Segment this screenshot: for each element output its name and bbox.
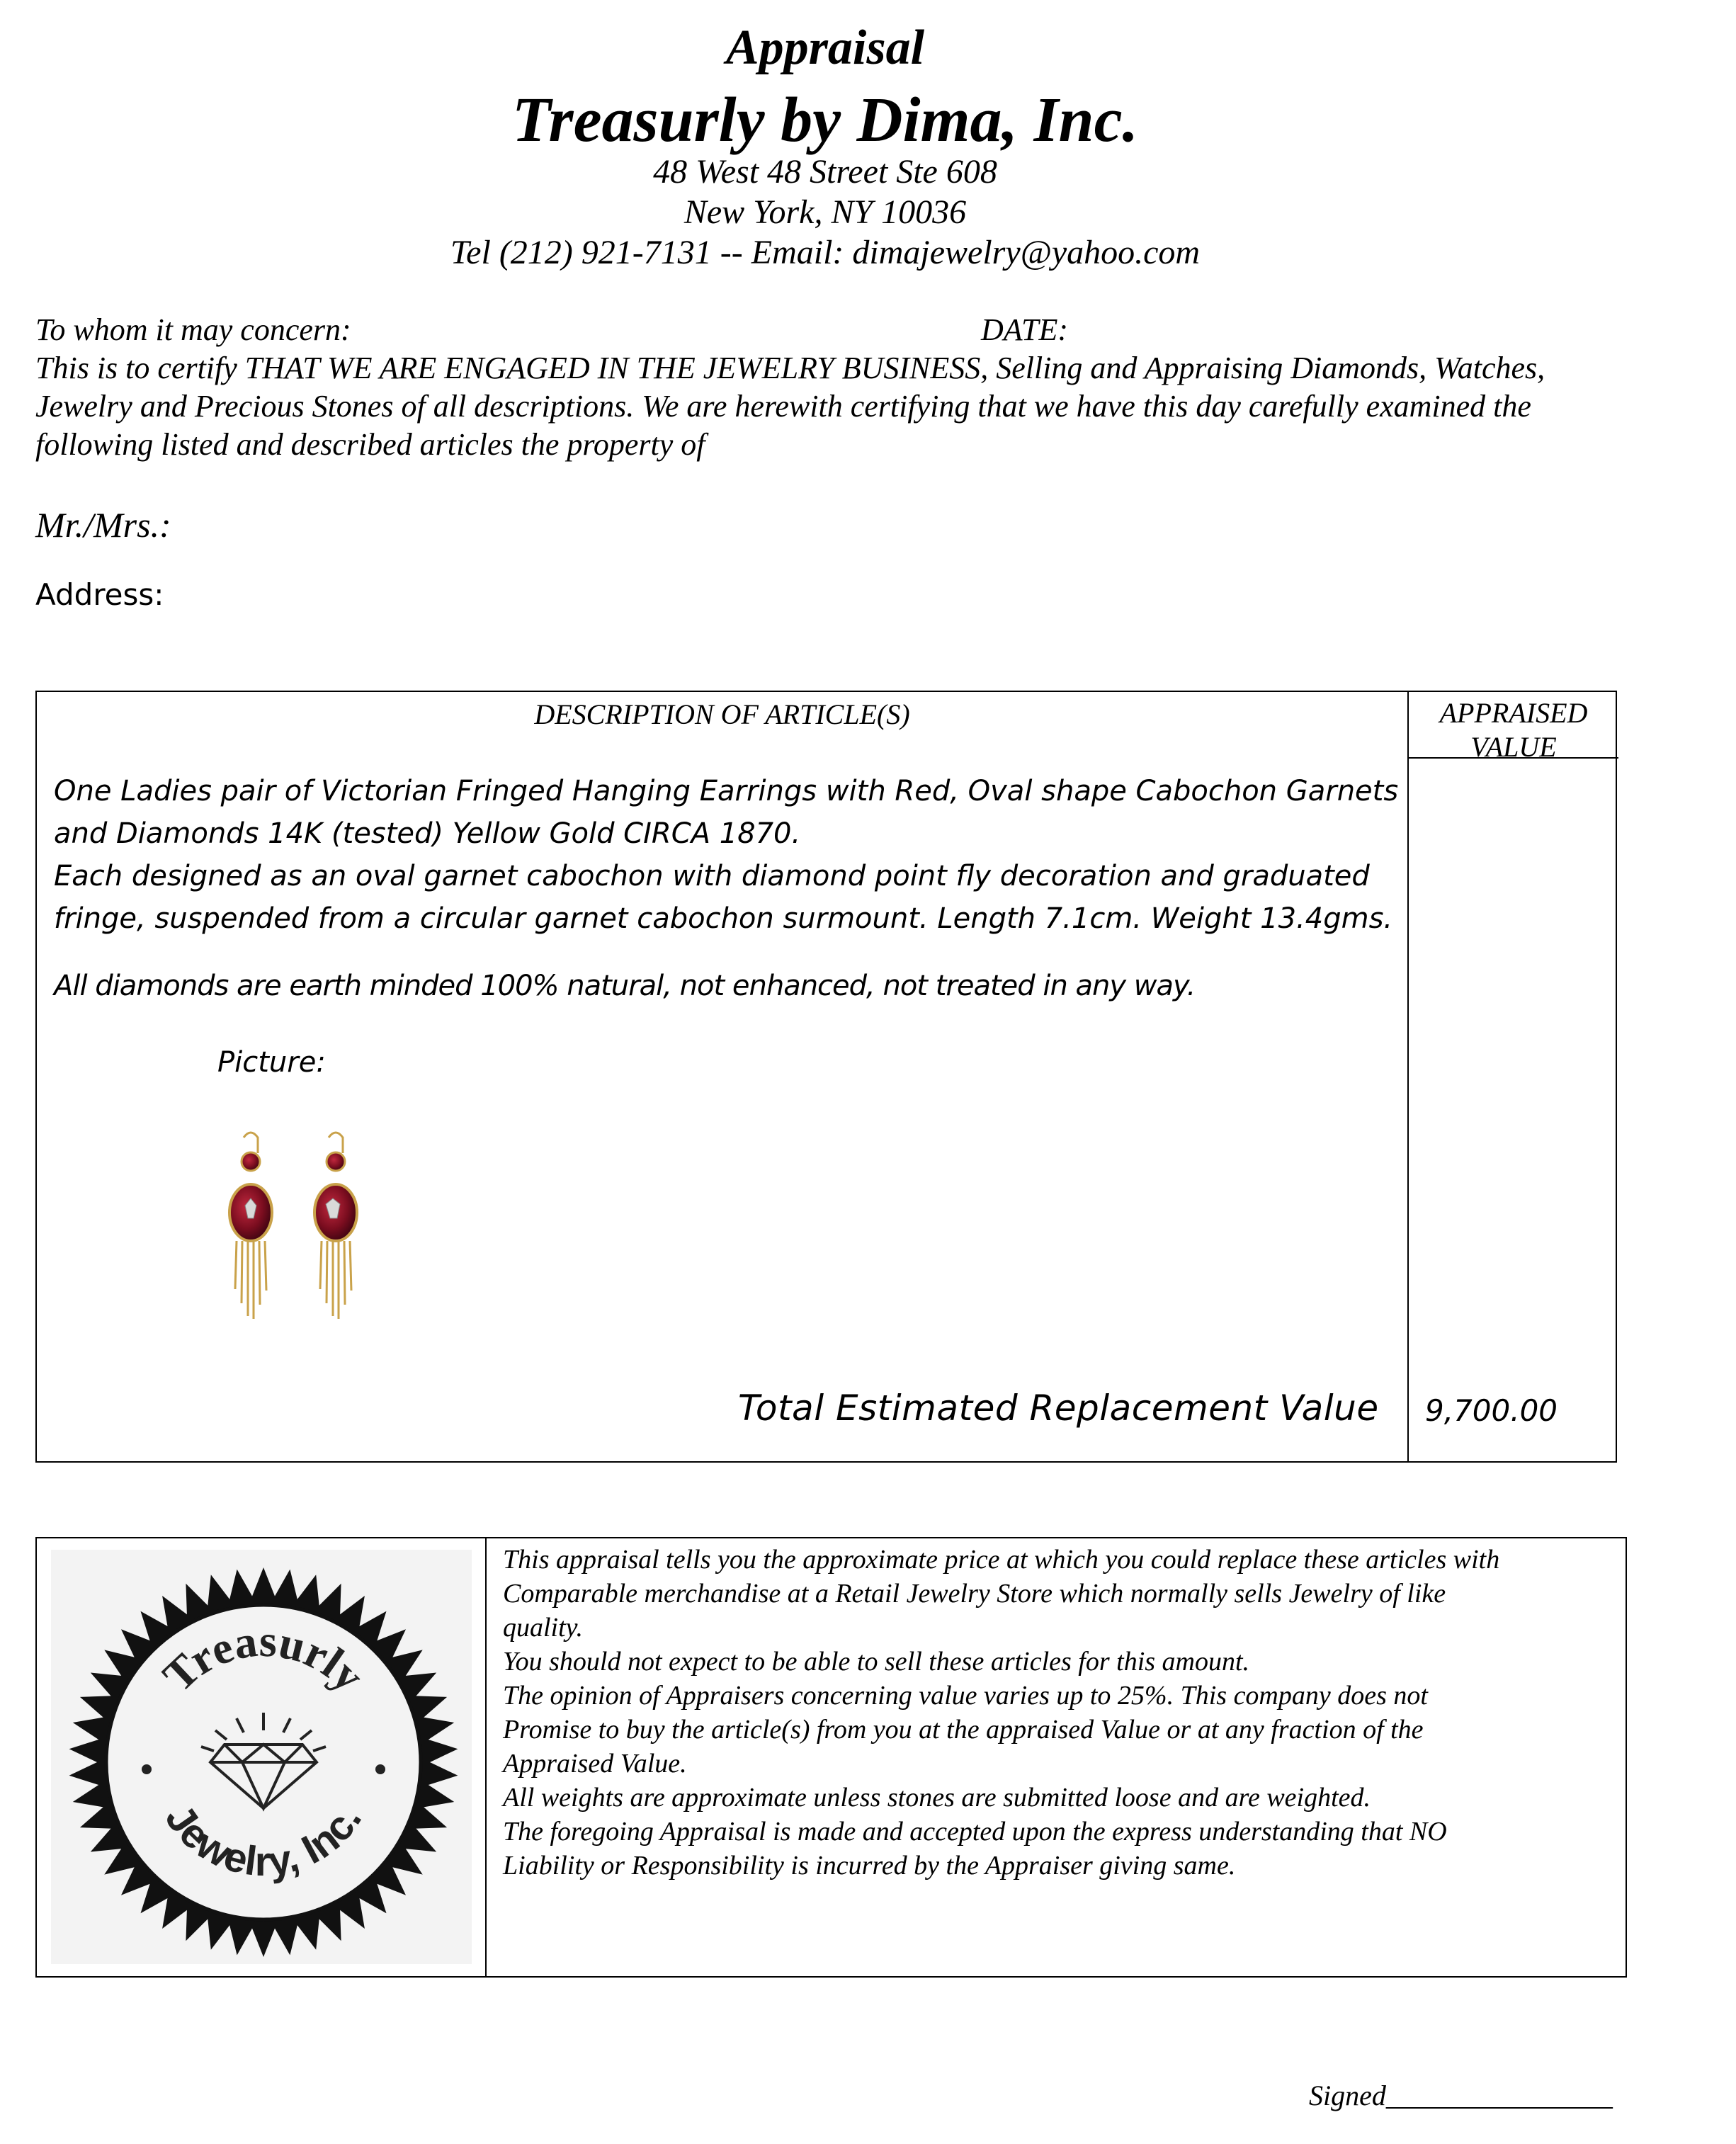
description-header: DESCRIPTION OF ARTICLE(S) — [534, 698, 910, 730]
intro-line-1: This is to certify THAT WE ARE ENGAGED IN THE JEWELRY BUSINESS, Selling and Appraising Diamonds, Watches, — [35, 351, 1545, 385]
picture-label: Picture: — [217, 1046, 326, 1079]
disclaimer-line: Comparable merchandise at a Retail Jewelry Store which normally sells Jewelry of like — [503, 1579, 1446, 1609]
disclaimer-line: This appraisal tells you the approximate price at which you could replace these articles with — [503, 1545, 1500, 1575]
description-line: and Diamonds 14K (tested) Yellow Gold CIRCA 1870. — [54, 817, 801, 850]
document-title: Appraisal — [725, 21, 925, 75]
appraised-value-header-line2: VALUE — [1470, 731, 1557, 763]
company-name: Treasurly by Dima, Inc. — [511, 85, 1139, 155]
treasurly-seal-logo — [51, 1550, 472, 1964]
earrings-photo — [207, 1128, 384, 1333]
disclaimer-line: Promise to buy the article(s) from you at the appraised Value or at any fraction of the — [503, 1715, 1424, 1745]
left-earring — [229, 1133, 272, 1319]
client-address-label: Address: — [35, 577, 164, 612]
disclaimer-line: Liability or Responsibility is incurred by the Appraiser giving same. — [503, 1851, 1236, 1881]
disclaimer-table — [35, 1537, 1627, 1978]
seal-bottom-text: Jewelry, Inc. — [156, 1796, 371, 1885]
greeting: To whom it may concern: — [35, 312, 351, 347]
client-name-label: Mr./Mrs.: — [35, 505, 171, 545]
right-earring — [314, 1133, 357, 1319]
disclaimer-line: All weights are approximate unless stones are submitted loose and are weighted. — [503, 1783, 1371, 1813]
total-value: 9,700.00 — [1425, 1393, 1558, 1428]
company-address-line1: 48 West 48 Street Ste 608 — [653, 153, 997, 191]
total-label: Total Estimated Replacement Value — [738, 1388, 1379, 1429]
signature-line: Signed________________ — [1309, 2080, 1613, 2111]
articles-table — [35, 691, 1617, 1463]
company-address-line2: New York, NY 10036 — [683, 193, 967, 231]
disclaimer-line: quality. — [503, 1613, 583, 1643]
intro-line-3: following listed and described articles the property of — [35, 427, 705, 462]
seal-top-text: Treasurly — [153, 1615, 375, 1701]
date-label: DATE: — [981, 312, 1069, 347]
description-line: fringe, suspended from a circular garnet cabochon surmount. Length 7.1cm. Weight 13.4gms. — [54, 902, 1393, 935]
description-line: Each designed as an oval garnet cabochon with diamond point fly decoration and graduated — [54, 860, 1370, 892]
description-line: One Ladies pair of Victorian Fringed Hanging Earrings with Red, Oval shape Cabochon Garnets — [54, 775, 1399, 807]
column-divider — [485, 1538, 487, 1976]
disclaimer-text — [503, 1543, 1608, 1883]
disclaimer-line: You should not expect to be able to sell these articles for this amount. — [503, 1647, 1250, 1677]
appraised-value-header — [1409, 696, 1618, 764]
company-contact: Tel (212) 921-7131 -- Email: dimajewelry@yahoo.com — [450, 234, 1201, 271]
column-divider — [1407, 692, 1409, 1461]
article-description — [54, 770, 1400, 940]
disclaimer-line: Appraised Value. — [503, 1749, 687, 1779]
disclaimer-line: The foregoing Appraisal is made and accepted upon the express understanding that NO — [503, 1817, 1447, 1847]
diamond-note: All diamonds are earth minded 100% natural, not enhanced, not treated in any way. — [54, 970, 1196, 1002]
appraised-value-header-line1: APPRAISED — [1439, 697, 1588, 729]
seal-graphic — [51, 1550, 472, 1964]
intro-line-2: Jewelry and Precious Stones of all descriptions. We are herewith certifying that we have this day carefully examined the — [35, 389, 1531, 424]
disclaimer-line: The opinion of Appraisers concerning value varies up to 25%. This company does not — [503, 1681, 1428, 1711]
